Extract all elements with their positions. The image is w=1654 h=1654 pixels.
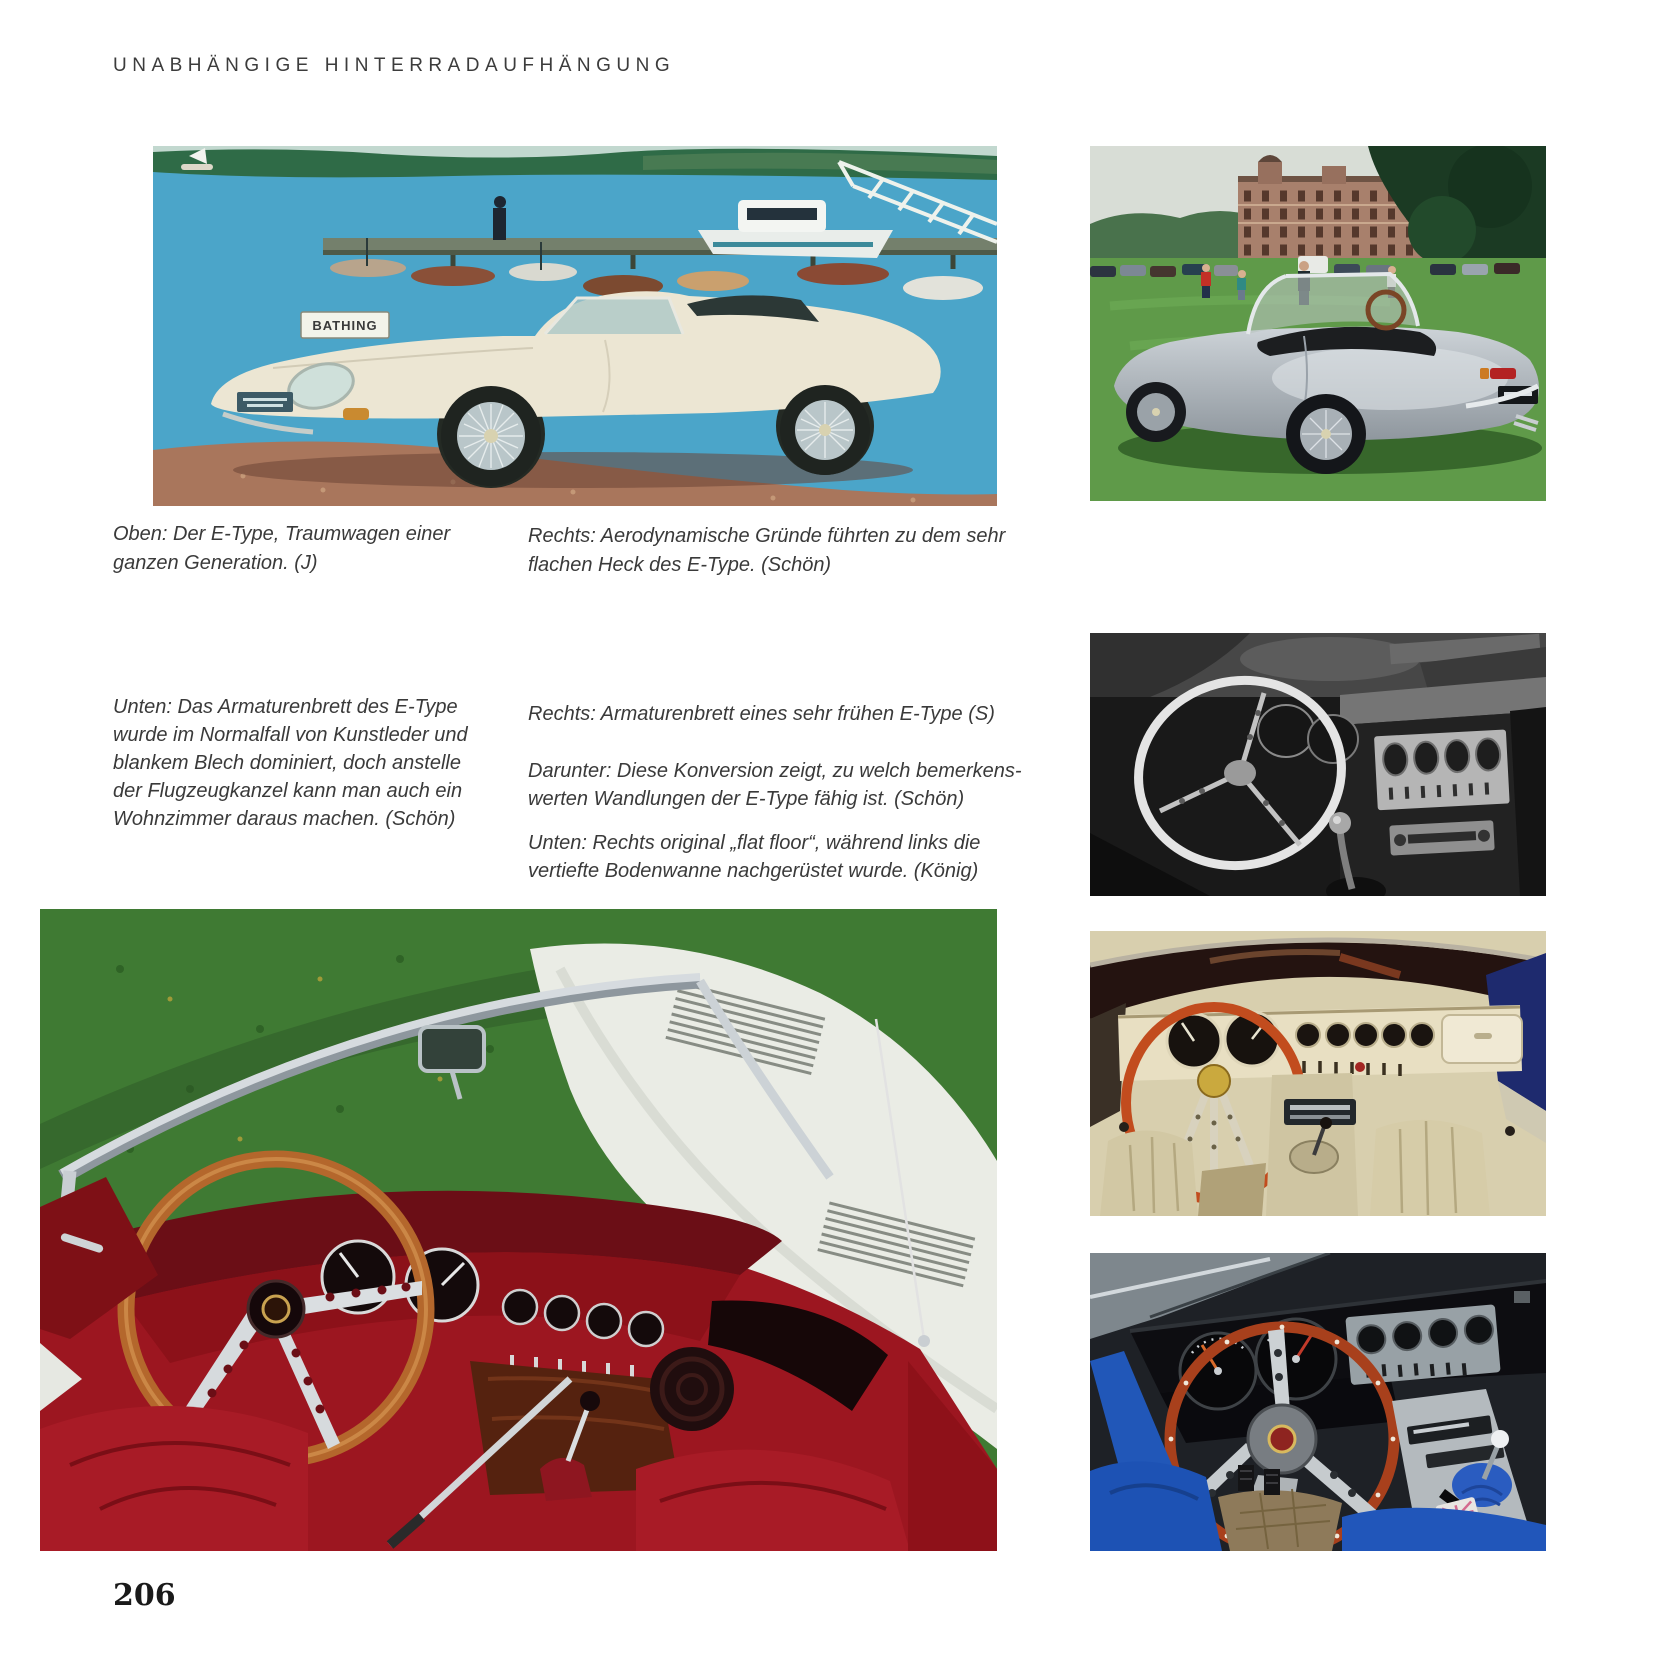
caption-unten-flatfloor <box>528 829 980 885</box>
caption-line: ganzen Generation. (J) <box>113 552 318 574</box>
red-interior-scene <box>40 909 997 1551</box>
heater-panel <box>1284 1099 1356 1125</box>
rear-wire-wheel <box>780 385 870 475</box>
speaker <box>650 1347 734 1431</box>
photo-harbor-etype <box>153 146 997 506</box>
front-wire-wheel <box>441 386 541 486</box>
caption-top-left <box>113 520 450 578</box>
bathing-sign-text: BATHING <box>312 318 378 333</box>
floor-mats <box>1218 1489 1342 1551</box>
person-on-dock <box>493 196 506 240</box>
caption-line: blankem Blech dominiert, doch anstelle <box>113 752 461 774</box>
caption-line: wurde im Normalfall von Kunstleder und <box>113 724 468 746</box>
glovebox <box>1442 1015 1522 1063</box>
blue-interior-scene <box>1090 1253 1546 1551</box>
photo-mansion-etype-rear <box>1090 146 1546 501</box>
caption-line: Rechts: Armaturenbrett eines sehr frühen E-Type (S) <box>528 703 995 725</box>
caption-darunter-konversion <box>528 757 1022 813</box>
caption-line: Unten: Rechts original „flat floor“, während links die <box>528 832 981 854</box>
cream-interior-scene <box>1090 931 1546 1216</box>
taillight <box>1490 368 1516 379</box>
gauge <box>1258 705 1314 757</box>
caption-line: vertiefte Bodenwanne nachgerüstet wurde. (König) <box>528 860 979 882</box>
caption-line: Rechts: Aerodynamische Gründe führten zu dem sehr <box>528 525 1006 547</box>
page-header: UNABHÄNGIGE HINTERRADAUFHÄNGUNG <box>113 55 676 76</box>
caption-rechts-armaturenbrett <box>528 700 995 729</box>
photo-blue-interior <box>1090 1253 1546 1551</box>
photo-cream-interior <box>1090 931 1546 1216</box>
caption-bottom-left <box>113 693 468 833</box>
photo-red-interior <box>40 909 997 1551</box>
photo-bw-dashboard <box>1090 633 1546 896</box>
caption-line: werten Wandlungen der E-Type fähig ist. (Schön) <box>528 788 965 810</box>
bw-dashboard-scene <box>1090 633 1546 896</box>
caption-line: Oben: Der E-Type, Traumwagen einer <box>113 523 451 545</box>
caption-line: Wohnzimmer daraus machen. (Schön) <box>113 808 456 830</box>
front-wire-wheel <box>1126 382 1186 442</box>
caption-line: Unten: Das Armaturenbrett des E-Type <box>113 696 458 718</box>
license-plate <box>237 392 293 412</box>
center-alloy-panel <box>1374 729 1510 810</box>
mansion-scene <box>1090 146 1546 501</box>
rear-wire-wheel <box>1286 394 1366 474</box>
harbor-scene <box>153 146 997 506</box>
caption-line: flachen Heck des E-Type. (Schön) <box>528 554 832 576</box>
caption-top-right <box>528 522 1005 580</box>
caption-line: Darunter: Diese Konversion zeigt, zu welch bemerkens- <box>528 760 1022 782</box>
page-number: 206 <box>113 1578 176 1613</box>
caption-line: der Flugzeugkanzel kann man auch ein <box>113 780 463 802</box>
radio <box>1389 820 1494 855</box>
bathing-sign <box>301 312 389 338</box>
